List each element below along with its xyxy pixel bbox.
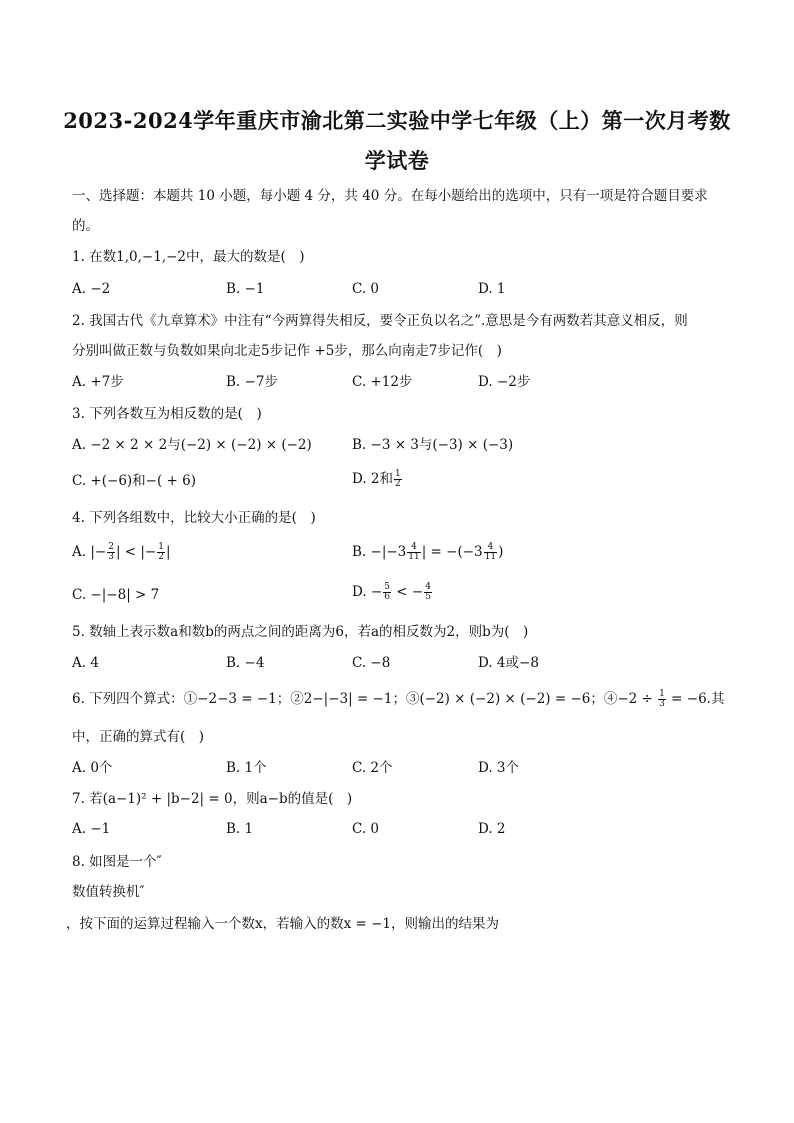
question-3-option-a: A. −2 × 2 × 2与(−2) × (−2) × (−2) <box>72 437 312 453</box>
question-8-stem-cont2: ，按下面的运算过程输入一个数x，若输入的数x = −1，则输出的结果为 <box>66 916 500 932</box>
question-1-stem: 1. 在数1,0,−1,−2中，最大的数是( ) <box>72 249 305 265</box>
question-8-stem: 8. 如图是一个″ <box>72 854 162 870</box>
exam-title-line2: 学试卷 <box>364 148 430 173</box>
section-heading-cont: 的。 <box>72 218 99 234</box>
question-4-option-d: D. − $\frac{5}{6}$ < − $\frac{4}{5}$ <box>352 582 431 602</box>
exam-title-line1: 2023-2024学年重庆市渝北第二实验中学七年级（上）第一次月考数 <box>63 108 731 133</box>
question-5-option-b: B. −4 <box>226 655 265 671</box>
question-4-stem: 4. 下列各组数中，比较大小正确的是( ) <box>72 510 316 526</box>
fraction: $\frac{4}{5}$ <box>425 582 431 602</box>
question-2-stem: 2. 我国古代《九章算术》中注有“今两算得失相反，要令正负以名之”.意思是今有两数若其意义相反，则 <box>72 313 688 329</box>
question-6-option-b: B. 1个 <box>226 760 267 776</box>
question-3-option-c: C. +(−6)和−( + 6) <box>72 473 197 489</box>
question-4-option-a: A. |− $\frac{2}{3}$ | < |− $\frac{1}{2}$ | <box>72 542 171 562</box>
question-2-option-c: C. +12步 <box>352 374 413 390</box>
section-heading: 一、选择题：本题共 10 小题，每小题 4 分，共 40 分。在每小题给出的选项中，只有一项是符合题目要求 <box>72 188 708 204</box>
question-3-option-d <box>352 469 403 489</box>
question-1-option-b: B. −1 <box>226 281 265 297</box>
question-1-option-a: A. −2 <box>72 281 111 297</box>
question-3-stem: 3. 下列各数互为相反数的是( ) <box>72 406 262 422</box>
fraction: $\frac{1}{2}$ <box>158 542 164 562</box>
question-5-stem: 5. 数轴上表示数a和数b的两点之间的距离为6，若a的相反数为2，则b为( ) <box>72 624 529 640</box>
question-2-option-d: D. −2步 <box>478 374 531 390</box>
question-6-stem-cont: 中，正确的算式有( ) <box>72 729 205 745</box>
fraction: $\frac{2}{3}$ <box>108 542 114 562</box>
question-4-option-b: B. −|−3 $\frac{4}{11}$ | = −(−3 $\frac{4}{11}$ ) <box>352 542 504 562</box>
question-5-option-d: D. 4或−8 <box>478 655 539 671</box>
question-7-option-d: D. 2 <box>478 821 506 837</box>
question-7-stem: 7. 若(a−1)² + |b−2| = 0，则a−b的值是( ) <box>72 791 353 807</box>
question-2-option-b: B. −7步 <box>226 374 278 390</box>
fraction: $\frac{5}{6}$ <box>384 582 390 602</box>
question-1-option-c: C. 0 <box>352 281 380 297</box>
fraction: $\frac{1}{3}$ <box>659 689 665 709</box>
fraction: $\frac{1}{2}$ <box>395 469 401 489</box>
question-3-option-b: B. −3 × 3与(−3) × (−3) <box>352 437 514 453</box>
question-6-option-c: C. 2个 <box>352 760 393 776</box>
question-6-option-d: D. 3个 <box>478 760 520 776</box>
question-7-option-a: A. −1 <box>72 821 111 837</box>
question-3-option-d-text: D. 2和 <box>352 471 394 487</box>
question-4-option-c: C. −|−8| > 7 <box>72 587 160 603</box>
question-8-stem-cont1: 数值转换机″ <box>72 884 145 900</box>
question-5-option-a: A. 4 <box>72 655 99 671</box>
question-6-option-a: A. 0个 <box>72 760 113 776</box>
question-7-option-c: C. 0 <box>352 821 380 837</box>
question-5-option-c: C. −8 <box>352 655 391 671</box>
question-2-option-a: A. +7步 <box>72 374 124 390</box>
question-1-option-d: D. 1 <box>478 281 506 297</box>
fraction: $\frac{4}{11}$ <box>484 542 497 562</box>
question-2-stem-cont: 分别叫做正数与负数如果向北走5步记作 +5步，那么向南走7步记作( ) <box>72 343 502 359</box>
question-7-option-b: B. 1 <box>226 821 254 837</box>
question-6-stem: 6. 下列四个算式：①−2−3 = −1；②2−|−3| = −1；③(−2) × (−2) × (−2) = −6；④−2 ÷ $\frac{1}{3}$ = −6.其 <box>72 689 725 709</box>
fraction: $\frac{4}{11}$ <box>408 542 420 562</box>
